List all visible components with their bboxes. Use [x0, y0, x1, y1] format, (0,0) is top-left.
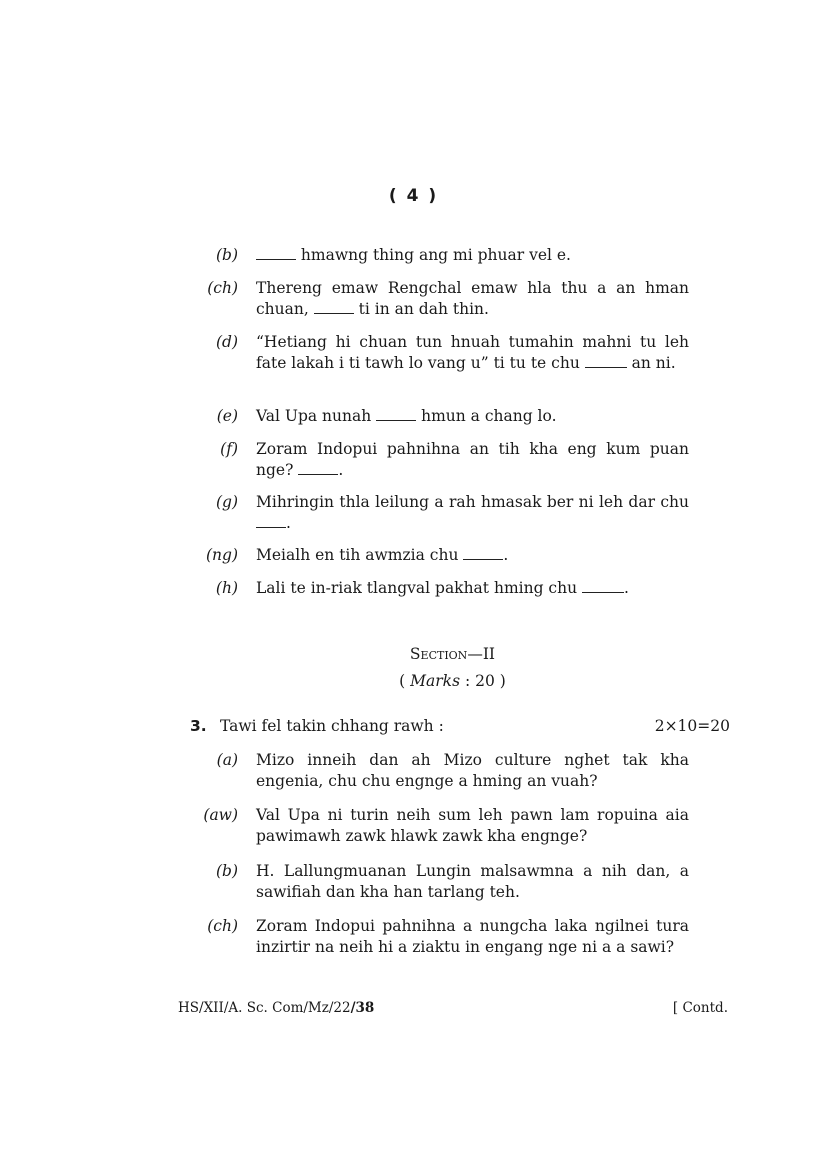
- item-text: [256, 406, 689, 427]
- item-text-after: hmawng thing ang mi phuar vel e.: [296, 246, 571, 264]
- marks-open: (: [399, 672, 411, 690]
- paper-code-prefix: HS/XII/A. Sc. Com/Mz/22: [178, 1000, 351, 1016]
- page-number: ( 4 ): [388, 186, 439, 206]
- question-marks: 2×10=20: [654, 717, 730, 735]
- paper-code-suffix: /38: [350, 1000, 375, 1016]
- marks-value: : 20 ): [460, 672, 506, 690]
- item-text-after: .: [338, 461, 344, 479]
- item-label: (ch): [207, 917, 238, 935]
- item-text-after: ti in an dah thin.: [353, 300, 489, 318]
- item-text-before: Meialh en tih awmzia chu: [256, 546, 464, 564]
- item-text: [256, 545, 689, 566]
- item-label: (f): [220, 440, 238, 458]
- item-text-before: “Hetiang hi chuan tun hnuah tumahin mahni tu leh fate lakah i ti tawh lo vang u” ti tu te chu: [256, 333, 689, 372]
- item-text-before: Val Upa nunah: [256, 407, 377, 425]
- paper-code: [178, 1000, 374, 1016]
- item-label: (a): [216, 751, 238, 769]
- item-text-before: Lali te in-riak tlangval pakhat hming chu: [256, 579, 582, 597]
- item-label: (aw): [203, 806, 238, 824]
- continued-note: [ Contd.: [672, 1000, 728, 1016]
- section-marks: [0, 672, 827, 690]
- item-text: [256, 278, 689, 320]
- answer-blank: [256, 247, 296, 260]
- item-text: H. Lallungmuanan Lungin malsawmna a nih dan, a sawifiah dan kha han tarlang teh.: [256, 862, 689, 901]
- answer-blank: [463, 547, 503, 560]
- question-number: 3.: [190, 717, 207, 735]
- item-text: [256, 439, 689, 481]
- item-text-before: Mihringin thla leilung a rah hmasak ber ni leh dar chu: [256, 493, 689, 511]
- item-label: (h): [215, 579, 238, 597]
- item-label: (b): [215, 246, 238, 264]
- item-text: Mizo inneih dan ah Mizo culture nghet tak kha engenia, chu chu engnge a hming an vuah?: [256, 751, 689, 790]
- section-title: [0, 645, 827, 663]
- item-label: (ch): [207, 279, 238, 297]
- item-label: (b): [215, 862, 238, 880]
- item-text-after: .: [503, 546, 509, 564]
- section-title-number: —II: [467, 645, 496, 663]
- answer-blank: [376, 408, 416, 421]
- marks-label: Marks: [410, 672, 461, 690]
- answer-blank: [582, 580, 624, 593]
- item-text-after: hmun a chang lo.: [416, 407, 557, 425]
- item-text-after: an ni.: [626, 354, 676, 372]
- section-title-word: Section: [409, 645, 468, 663]
- item-text: [256, 245, 689, 266]
- answer-blank: [585, 355, 627, 368]
- item-text: [256, 492, 689, 534]
- item-label: (d): [215, 333, 238, 351]
- item-label: (g): [215, 493, 238, 511]
- item-text: [256, 578, 689, 599]
- answer-blank: [256, 515, 286, 528]
- item-text: Zoram Indopui pahnihna a nungcha laka ngilnei tura inzirtir na neih hi a ziaktu in engang nge ni a a sawi?: [256, 917, 689, 956]
- item-text-after: .: [624, 579, 629, 597]
- question-text: Tawi fel takin chhang rawh :: [220, 717, 444, 735]
- answer-blank: [298, 462, 338, 475]
- item-text-before: Zoram Indopui pahnihna an tih kha eng kum puan nge?: [256, 440, 689, 479]
- answer-blank: [314, 301, 354, 314]
- item-text-before: Thereng emaw Rengchal emaw hla thu a an hman chuan,: [256, 279, 689, 318]
- item-label: (e): [216, 407, 238, 425]
- item-text: [256, 332, 689, 374]
- item-text: Val Upa ni turin neih sum leh pawn lam ropuina aia pawimawh zawk hlawk zawk kha engnge?: [256, 806, 689, 845]
- item-text-after: .: [286, 514, 291, 532]
- item-label: (ng): [206, 546, 238, 564]
